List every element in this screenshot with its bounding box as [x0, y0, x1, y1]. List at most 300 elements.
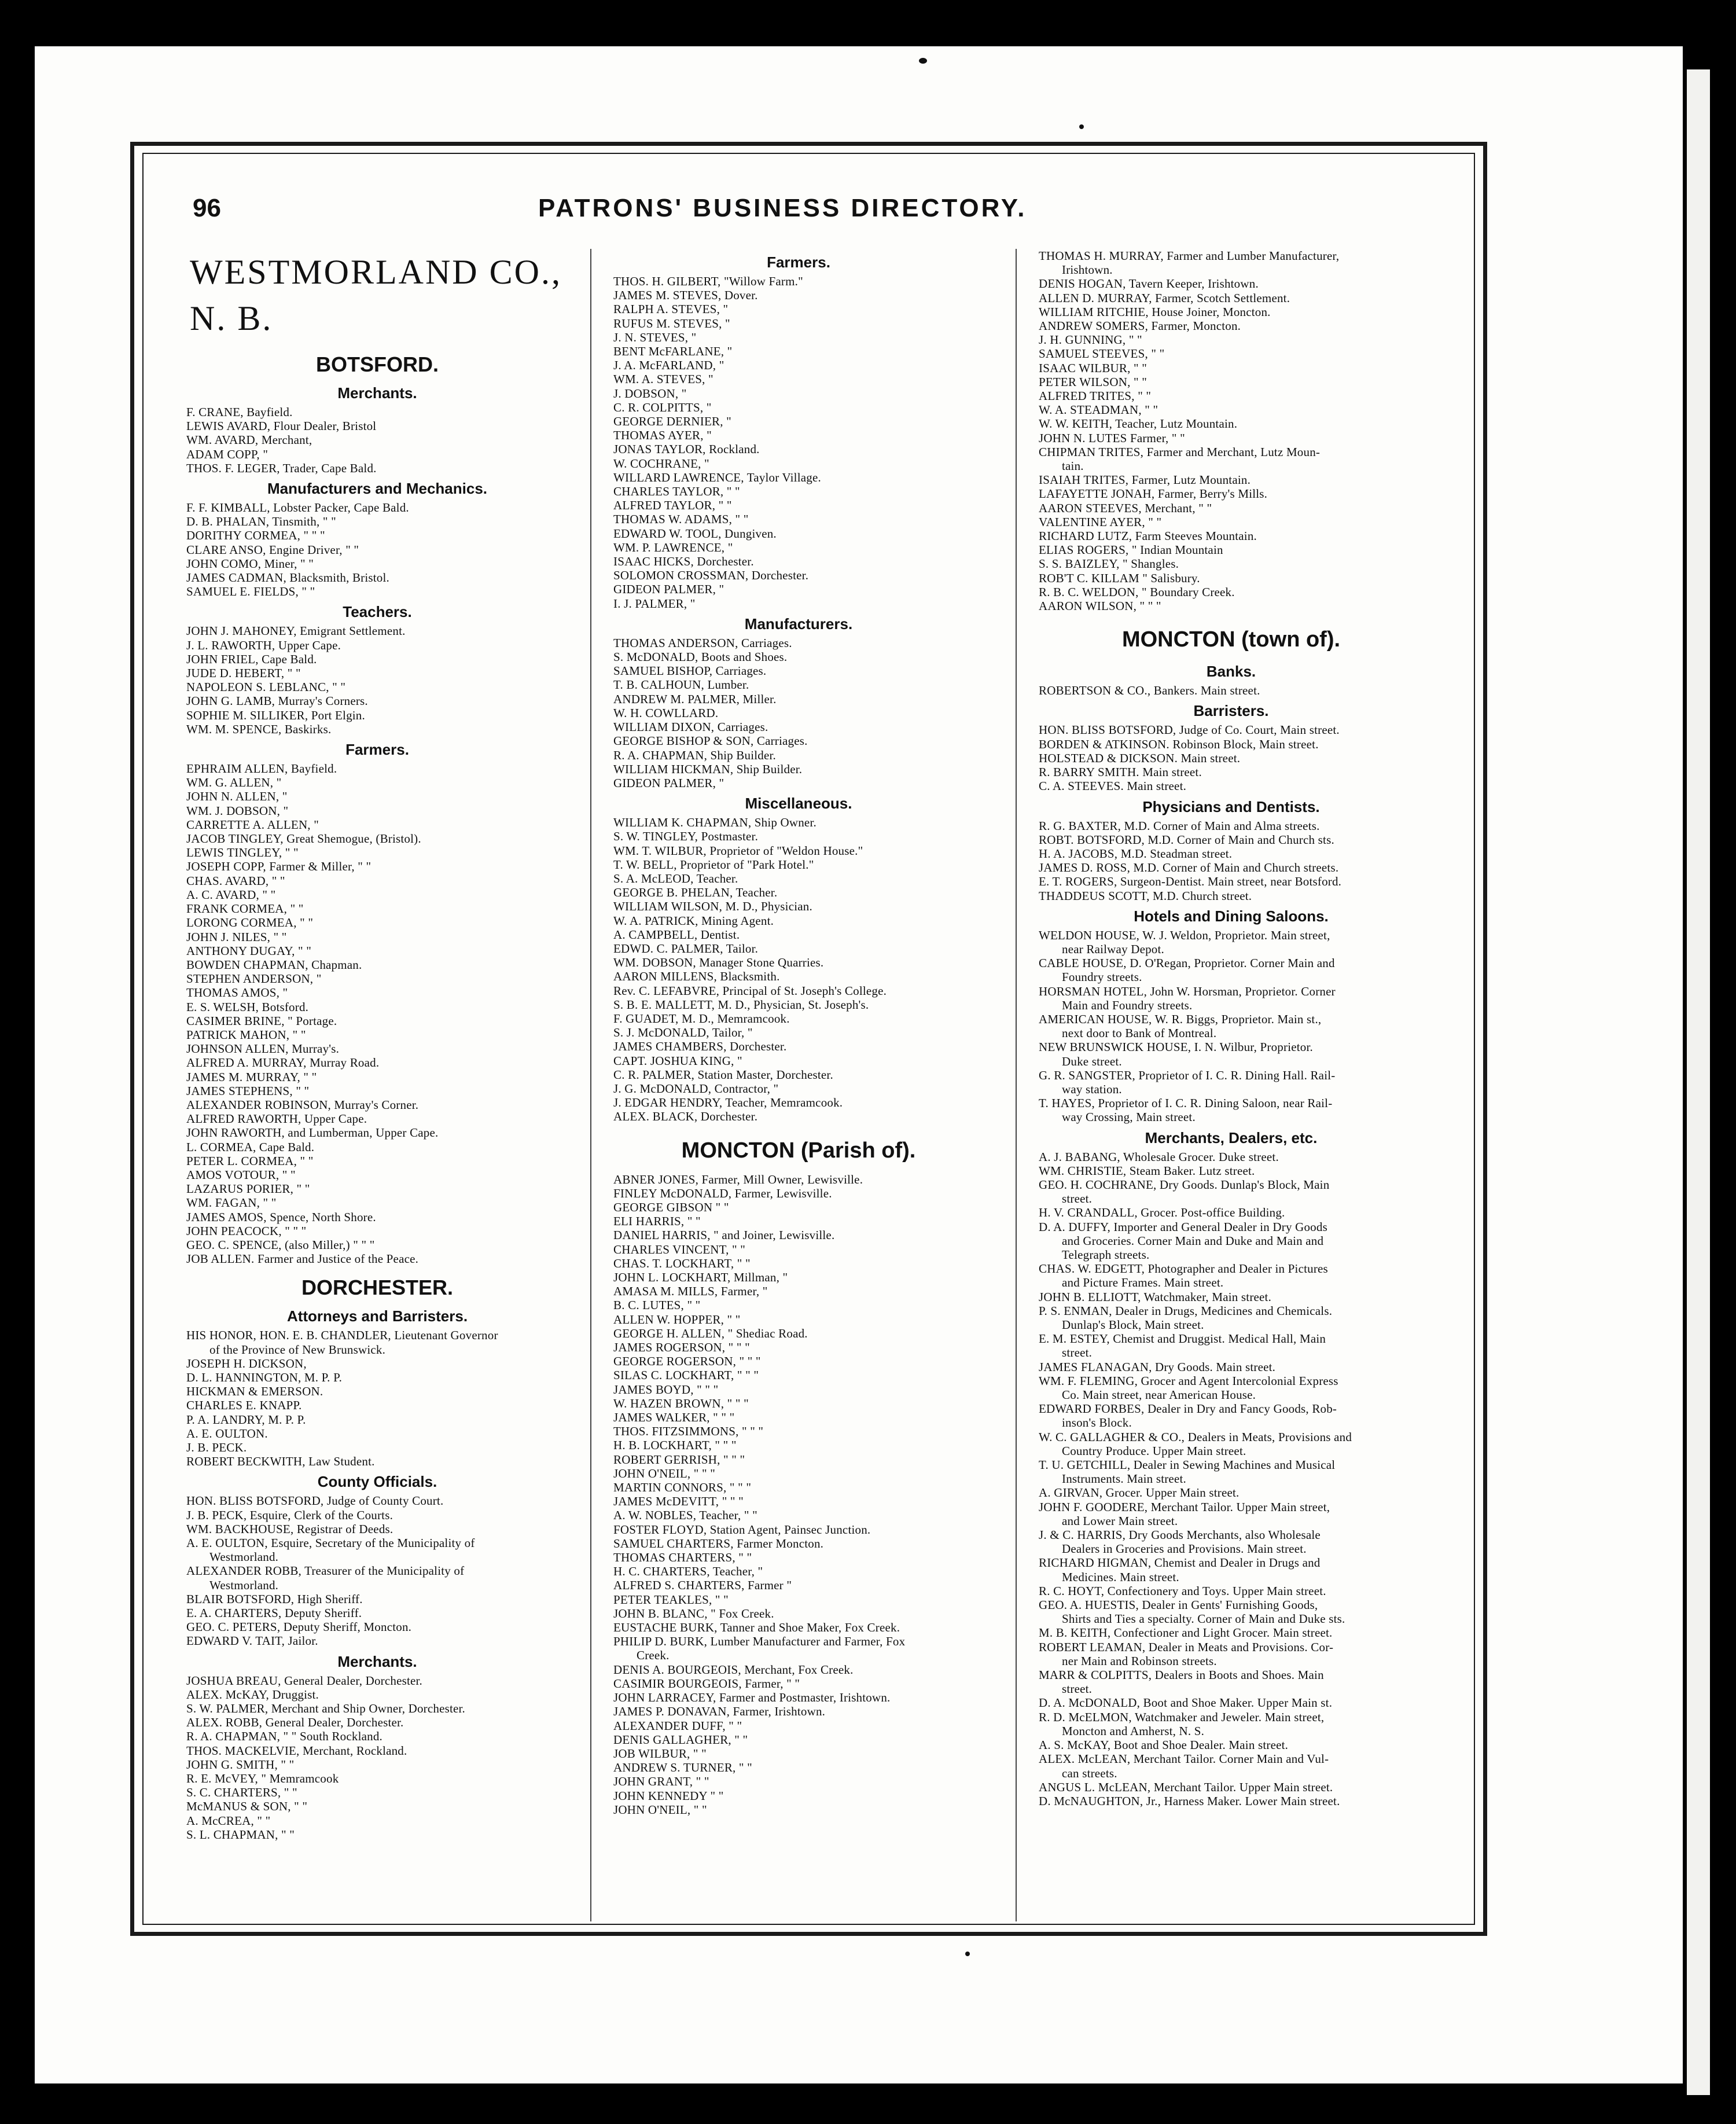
- entry-continuation: Dealers in Groceries and Provisions. Main street.: [1062, 1542, 1307, 1556]
- directory-entry: A. S. McKAY, Boot and Shoe Dealer. Main street.: [1039, 1738, 1289, 1752]
- directory-entry: WM. BACKHOUSE, Registrar of Deeds.: [186, 1522, 393, 1536]
- directory-entry: ALEX. BLACK, Dorchester.: [613, 1109, 758, 1124]
- directory-entry: ANDREW SOMERS, Farmer, Moncton.: [1039, 319, 1241, 333]
- directory-entry: SAMUEL E. FIELDS, " ": [186, 585, 315, 599]
- directory-entry: WM. P. LAWRENCE, ": [613, 540, 733, 554]
- directory-entry: LAZARUS PORIER, " ": [186, 1182, 310, 1196]
- category-heading: Attorneys and Barristers.: [286, 1307, 468, 1325]
- directory-entry: PETER L. CORMEA, " ": [186, 1153, 314, 1168]
- directory-entry: JOHN J. NILES, " ": [186, 929, 287, 944]
- entry-continuation: Westmorland.: [209, 1578, 279, 1592]
- directory-entry: NAPOLEON S. LEBLANC, " ": [186, 680, 346, 694]
- directory-entry: DENIS GALLAGHER, " ": [613, 1732, 748, 1747]
- directory-entry: J. EDGAR HENDRY, Teacher, Memramcook.: [613, 1096, 843, 1110]
- directory-entry: CHARLES E. KNAPP.: [186, 1398, 302, 1413]
- directory-entry: DENIS A. BOURGEOIS, Merchant, Fox Creek.: [613, 1662, 854, 1677]
- directory-entry: S. McDONALD, Boots and Shoes.: [613, 650, 788, 664]
- directory-entry: JOHN N. ALLEN, ": [186, 789, 288, 804]
- category-heading: County Officials.: [317, 1473, 437, 1491]
- directory-entry: PETER WILSON, " ": [1039, 374, 1147, 389]
- directory-entry: BOWDEN CHAPMAN, Chapman.: [186, 957, 362, 972]
- directory-entry: JOSEPH COPP, Farmer & Miller, " ": [186, 859, 372, 874]
- directory-entry: THOS. F. LEGER, Trader, Cape Bald.: [186, 461, 377, 475]
- directory-entry: MARTIN CONNORS, " " ": [613, 1480, 752, 1495]
- directory-entry: SOLOMON CROSSMAN, Dorchester.: [613, 568, 809, 583]
- ink-speck: [965, 1952, 970, 1956]
- directory-entry: HORSMAN HOTEL, John W. Horsman, Proprietor. Corner: [1039, 984, 1336, 998]
- directory-entry: JOHN N. LUTES Farmer, " ": [1039, 431, 1185, 445]
- directory-entry: JAMES D. ROSS, M.D. Corner of Main and Church streets.: [1039, 861, 1339, 875]
- directory-entry: S. B. E. MALLETT, M. D., Physician, St. Joseph's.: [613, 997, 869, 1012]
- directory-entry: A. GIRVAN, Grocer. Upper Main street.: [1039, 1486, 1240, 1500]
- directory-entry: VALENTINE AYER, " ": [1039, 515, 1162, 529]
- directory-entry: JOB WILBUR, " ": [613, 1746, 707, 1761]
- page-number: 96: [193, 194, 221, 222]
- directory-entry: JOHN COMO, Miner, " ": [186, 556, 314, 571]
- category-heading: Teachers.: [343, 603, 412, 621]
- directory-entry: JOHN G. SMITH, " ": [186, 1757, 295, 1772]
- directory-entry: LEWIS TINGLEY, " ": [186, 846, 299, 860]
- directory-entry: THADDEUS SCOTT, M.D. Church street.: [1039, 888, 1252, 903]
- directory-entry: THOS. H. GILBERT, "Willow Farm.": [613, 274, 803, 288]
- directory-entry: JAMES STEPHENS, " ": [186, 1083, 310, 1098]
- directory-entry: GEORGE DERNIER, ": [613, 414, 731, 429]
- directory-entry: WILLIAM RITCHIE, House Joiner, Moncton.: [1039, 304, 1271, 319]
- directory-entry: EDWARD V. TAIT, Jailor.: [186, 1634, 318, 1648]
- directory-entry: EDWD. C. PALMER, Tailor.: [613, 941, 759, 956]
- directory-entry: ALFRED S. CHARTERS, Farmer ": [613, 1578, 792, 1593]
- adjacent-page-edge: [1687, 69, 1710, 2095]
- entry-continuation: Irishtown.: [1062, 263, 1113, 277]
- directory-entry: JACOB TINGLEY, Great Shemogue, (Bristol).: [186, 832, 421, 846]
- column-rule: [1016, 249, 1017, 1921]
- directory-entry: CLARE ANSO, Engine Driver, " ": [186, 542, 359, 557]
- entry-continuation: street.: [1062, 1682, 1093, 1696]
- directory-entry: ALLEN D. MURRAY, Farmer, Scotch Settlement.: [1039, 291, 1290, 305]
- directory-entry: AARON STEEVES, Merchant, " ": [1039, 501, 1212, 515]
- directory-entry: S. W. PALMER, Merchant and Ship Owner, Dorchester.: [186, 1702, 466, 1716]
- directory-entry: ISAAC HICKS, Dorchester.: [613, 554, 754, 569]
- directory-entry: W. COCHRANE, ": [613, 456, 709, 471]
- directory-column-3: [1039, 249, 1424, 1808]
- category-heading: Merchants, Dealers, etc.: [1145, 1129, 1318, 1146]
- entry-continuation: Foundry streets.: [1062, 970, 1142, 984]
- directory-entry: BLAIR BOTSFORD, High Sheriff.: [186, 1592, 363, 1606]
- directory-entry: F. GUADET, M. D., Memramcook.: [613, 1011, 790, 1026]
- directory-entry: RICHARD LUTZ, Farm Steeves Mountain.: [1039, 529, 1257, 543]
- entry-continuation: way Crossing, Main street.: [1062, 1110, 1196, 1125]
- directory-entry: THOMAS CHARTERS, " ": [613, 1550, 752, 1565]
- running-head: PATRONS' BUSINESS DIRECTORY.: [538, 194, 1027, 222]
- entry-continuation: Telegraph streets.: [1062, 1247, 1150, 1262]
- directory-entry: JUDE D. HEBERT, " ": [186, 666, 301, 681]
- directory-entry: A. C. AVARD, " ": [186, 887, 276, 902]
- directory-entry: JOHN G. LAMB, Murray's Corners.: [186, 694, 368, 708]
- directory-entry: GEO. C. PETERS, Deputy Sheriff, Moncton.: [186, 1620, 412, 1634]
- directory-entry: HIS HONOR, HON. E. B. CHANDLER, Lieutenant Governor: [186, 1328, 498, 1343]
- entry-continuation: Dunlap's Block, Main street.: [1062, 1318, 1204, 1332]
- directory-entry: J. H. GUNNING, " ": [1039, 333, 1142, 347]
- directory-entry: FINLEY McDONALD, Farmer, Lewisville.: [613, 1186, 832, 1200]
- directory-entry: JAMES BOYD, " " ": [613, 1382, 719, 1397]
- directory-entry: GEORGE ROGERSON, " " ": [613, 1354, 761, 1369]
- directory-entry: E. S. WELSH, Botsford.: [186, 999, 309, 1014]
- directory-entry: JOHN F. GOODERE, Merchant Tailor. Upper Main street,: [1039, 1500, 1330, 1514]
- directory-entry: CHIPMAN TRITES, Farmer and Merchant, Lutz Moun-: [1039, 444, 1321, 459]
- directory-entry: ALEX. ROBB, General Dealer, Dorchester.: [186, 1715, 404, 1730]
- directory-entry: NEW BRUNSWICK HOUSE, I. N. Wilbur, Proprietor.: [1039, 1040, 1313, 1054]
- directory-entry: W. H. COWLLARD.: [613, 705, 719, 720]
- directory-entry: CABLE HOUSE, D. O'Regan, Proprietor. Corner Main and: [1039, 956, 1335, 971]
- directory-entry: FOSTER FLOYD, Station Agent, Painsec Junction.: [613, 1522, 871, 1537]
- directory-entry: JAMES CHAMBERS, Dorchester.: [613, 1039, 787, 1054]
- entry-continuation: Instruments. Main street.: [1062, 1472, 1186, 1486]
- directory-entry: C. R. PALMER, Station Master, Dorchester.: [613, 1067, 833, 1082]
- directory-entry: ELI HARRIS, " ": [613, 1214, 701, 1229]
- directory-entry: ROBERTSON & CO., Bankers. Main street.: [1039, 683, 1260, 698]
- directory-entry: R. BARRY SMITH. Main street.: [1039, 765, 1202, 780]
- directory-entry: WM. G. ALLEN, ": [186, 776, 282, 790]
- directory-entry: T. U. GETCHILL, Dealer in Sewing Machines and Musical: [1039, 1458, 1336, 1472]
- entry-continuation: Medicines. Main street.: [1062, 1570, 1179, 1584]
- directory-entry: WILLIAM K. CHAPMAN, Ship Owner.: [613, 815, 816, 830]
- directory-entry: CARRETTE A. ALLEN, ": [186, 817, 319, 832]
- entry-continuation: next door to Bank of Montreal.: [1062, 1026, 1217, 1041]
- entry-continuation: and Groceries. Corner Main and Duke and Main and: [1062, 1233, 1324, 1248]
- directory-entry: D. A. McDONALD, Boot and Shoe Maker. Upper Main st.: [1039, 1696, 1333, 1710]
- directory-entry: M. B. KEITH, Confectioner and Light Grocer. Main street.: [1039, 1626, 1333, 1640]
- directory-entry: ALEXANDER ROBB, Treasurer of the Municipality of: [186, 1564, 465, 1578]
- directory-entry: JOHN B. ELLIOTT, Watchmaker, Main street.: [1039, 1289, 1272, 1304]
- directory-entry: ISAAC WILBUR, " ": [1039, 361, 1147, 375]
- directory-entry: R. C. HOYT, Confectionery and Toys. Upper Main street.: [1039, 1583, 1326, 1598]
- category-heading: Banks.: [1206, 663, 1256, 681]
- directory-entry: JOHN KENNEDY " ": [613, 1788, 724, 1803]
- directory-entry: E. M. ESTEY, Chemist and Druggist. Medical Hall, Main: [1039, 1332, 1326, 1346]
- directory-entry: ALFRED TRITES, " ": [1039, 389, 1152, 403]
- entry-continuation: ner Main and Robinson streets.: [1062, 1653, 1217, 1668]
- directory-entry: THOMAS ANDERSON, Carriages.: [613, 635, 792, 650]
- place-heading: DORCHESTER.: [301, 1276, 454, 1300]
- directory-entry: WM. AVARD, Merchant,: [186, 433, 312, 447]
- directory-entry: WM. J. DOBSON, ": [186, 803, 289, 818]
- directory-entry: G. R. SANGSTER, Proprietor of I. C. R. Dining Hall. Rail-: [1039, 1068, 1336, 1082]
- directory-entry: R. B. C. WELDON, " Boundary Creek.: [1039, 585, 1235, 599]
- entry-continuation: Moncton and Amherst, N. S.: [1062, 1724, 1205, 1738]
- directory-entry: H. A. JACOBS, M.D. Steadman street.: [1039, 846, 1233, 861]
- directory-entry: W. HAZEN BROWN, " " ": [613, 1396, 749, 1410]
- directory-entry: E. T. ROGERS, Surgeon-Dentist. Main street, near Botsford.: [1039, 874, 1342, 889]
- directory-entry: ALFRED TAYLOR, " ": [613, 498, 732, 513]
- directory-entry: CHAS. AVARD, " ": [186, 873, 285, 888]
- entry-continuation: street.: [1062, 1192, 1093, 1206]
- directory-entry: ROBERT LEAMAN, Dealer in Meats and Provisions. Cor-: [1039, 1640, 1334, 1654]
- directory-entry: JONAS TAYLOR, Rockland.: [613, 442, 760, 457]
- directory-entry: FRANK CORMEA, " ": [186, 902, 304, 916]
- directory-entry: C. R. COLPITTS, ": [613, 400, 712, 414]
- directory-entry: A. W. NOBLES, Teacher, " ": [613, 1508, 757, 1523]
- directory-entry: CHARLES VINCENT, " ": [613, 1242, 746, 1256]
- directory-entry: EDWARD FORBES, Dealer in Dry and Fancy Goods, Rob-: [1039, 1402, 1337, 1416]
- category-heading: Manufacturers.: [744, 615, 853, 633]
- directory-entry: ALLEN W. HOPPER, " ": [613, 1312, 741, 1326]
- directory-entry: GIDEON PALMER, ": [613, 582, 724, 597]
- directory-entry: JOHNSON ALLEN, Murray's.: [186, 1042, 340, 1056]
- directory-entry: JOSEPH H. DICKSON,: [186, 1356, 307, 1370]
- directory-entry: W. A. STEADMAN, " ": [1039, 403, 1158, 417]
- directory-entry: DENIS HOGAN, Tavern Keeper, Irishtown.: [1039, 277, 1259, 291]
- directory-entry: R. D. McELMON, Watchmaker and Jeweler. Main street,: [1039, 1710, 1325, 1724]
- directory-entry: ROBERT BECKWITH, Law Student.: [186, 1454, 375, 1469]
- entry-continuation: and Picture Frames. Main street.: [1062, 1276, 1224, 1290]
- directory-entry: A. J. BABANG, Wholesale Grocer. Duke street.: [1039, 1149, 1279, 1164]
- entry-continuation: Westmorland.: [209, 1550, 279, 1564]
- directory-entry: WILLIAM WILSON, M. D., Physician.: [613, 899, 812, 914]
- directory-entry: C. A. STEEVES. Main street.: [1039, 779, 1187, 793]
- directory-entry: J. L. RAWORTH, Upper Cape.: [186, 638, 341, 652]
- directory-entry: R. A. CHAPMAN, Ship Builder.: [613, 748, 776, 762]
- directory-entry: J. DOBSON, ": [613, 386, 687, 400]
- directory-entry: LORONG CORMEA, " ": [186, 916, 314, 930]
- directory-entry: ALEXANDER ROBINSON, Murray's Corner.: [186, 1097, 419, 1112]
- directory-entry: JAMES M. STEVES, Dover.: [613, 288, 758, 303]
- directory-entry: CAPT. JOSHUA KING, ": [613, 1053, 742, 1068]
- entry-continuation: inson's Block.: [1062, 1416, 1132, 1430]
- directory-entry: ROB'T C. KILLAM " Salisbury.: [1039, 571, 1200, 585]
- directory-entry: LEWIS AVARD, Flour Dealer, Bristol: [186, 419, 377, 433]
- directory-entry: SOPHIE M. SILLIKER, Port Elgin.: [186, 708, 365, 722]
- directory-entry: E. A. CHARTERS, Deputy Sheriff.: [186, 1606, 362, 1620]
- directory-entry: JAMES CADMAN, Blacksmith, Bristol.: [186, 571, 389, 585]
- directory-entry: A. McCREA, " ": [186, 1813, 271, 1828]
- directory-entry: EDWARD W. TOOL, Dungiven.: [613, 526, 777, 541]
- directory-entry: PHILIP D. BURK, Lumber Manufacturer and Farmer, Fox: [613, 1634, 906, 1649]
- directory-entry: WM. T. WILBUR, Proprietor of "Weldon House.": [613, 843, 863, 858]
- directory-entry: JOSHUA BREAU, General Dealer, Dorchester.: [186, 1673, 423, 1688]
- ink-speck: [919, 58, 927, 64]
- directory-entry: W. A. PATRICK, Mining Agent.: [613, 913, 774, 928]
- directory-entry: BORDEN & ATKINSON. Robinson Block, Main street.: [1039, 737, 1319, 751]
- directory-entry: HOLSTEAD & DICKSON. Main street.: [1039, 751, 1241, 765]
- directory-entry: HON. BLISS BOTSFORD, Judge of County Court.: [186, 1494, 444, 1508]
- directory-entry: THOMAS H. MURRAY, Farmer and Lumber Manufacturer,: [1039, 249, 1340, 263]
- directory-entry: JOHN FRIEL, Cape Bald.: [186, 652, 317, 666]
- directory-entry: Rev. C. LEFABVRE, Principal of St. Joseph's College.: [613, 983, 887, 998]
- directory-entry: H. B. LOCKHART, " " ": [613, 1438, 737, 1453]
- directory-entry: RICHARD HIGMAN, Chemist and Dealer in Drugs and: [1039, 1556, 1321, 1570]
- directory-entry: ISAIAH TRITES, Farmer, Lutz Mountain.: [1039, 473, 1251, 487]
- directory-entry: GEORGE GIBSON " ": [613, 1200, 729, 1214]
- directory-entry: JAMES WALKER, " " ": [613, 1410, 735, 1425]
- directory-entry: THOMAS AMOS, ": [186, 986, 288, 1000]
- directory-entry: DORITHY CORMEA, " " ": [186, 528, 325, 543]
- directory-column-1: [186, 249, 568, 1842]
- directory-entry: WILLIAM HICKMAN, Ship Builder.: [613, 762, 803, 776]
- directory-entry: WM. M. SPENCE, Baskirks.: [186, 722, 332, 736]
- directory-entry: GEO. A. HUESTIS, Dealer in Gents' Furnishing Goods,: [1039, 1598, 1318, 1612]
- directory-entry: I. J. PALMER, ": [613, 596, 696, 611]
- directory-entry: WM. FAGAN, " ": [186, 1196, 277, 1210]
- directory-entry: BENT McFARLANE, ": [613, 344, 733, 359]
- directory-entry: JOHN J. MAHONEY, Emigrant Settlement.: [186, 624, 406, 638]
- directory-entry: JAMES FLANAGAN, Dry Goods. Main street.: [1039, 1359, 1276, 1374]
- directory-entry: ANGUS L. McLEAN, Merchant Tailor. Upper Main street.: [1039, 1780, 1333, 1794]
- directory-entry: W. W. KEITH, Teacher, Lutz Mountain.: [1039, 417, 1238, 431]
- directory-entry: ELIAS ROGERS, " Indian Mountain: [1039, 543, 1223, 557]
- entry-continuation: street.: [1062, 1346, 1093, 1360]
- place-heading: MONCTON (Parish of).: [681, 1138, 916, 1163]
- directory-entry: DANIEL HARRIS, " and Joiner, Lewisville.: [613, 1228, 835, 1243]
- directory-entry: GEORGE BISHOP & SON, Carriages.: [613, 734, 808, 748]
- directory-entry: S. W. TINGLEY, Postmaster.: [613, 829, 759, 844]
- directory-entry: SAMUEL STEEVES, " ": [1039, 347, 1165, 361]
- directory-entry: MARR & COLPITTS, Dealers in Boots and Shoes. Main: [1039, 1668, 1324, 1682]
- directory-entry: D. A. DUFFY, Importer and General Dealer in Dry Goods: [1039, 1219, 1327, 1234]
- directory-entry: S. A. McLEOD, Teacher.: [613, 871, 738, 885]
- directory-entry: ALFRED A. MURRAY, Murray Road.: [186, 1056, 380, 1070]
- directory-entry: JAMES ROGERSON, " " ": [613, 1340, 750, 1355]
- directory-entry: CHAS. W. EDGETT, Photographer and Dealer in Pictures: [1039, 1262, 1328, 1276]
- directory-entry: D. McNAUGHTON, Jr., Harness Maker. Lower Main street.: [1039, 1794, 1340, 1808]
- directory-entry: JOHN GRANT, " ": [613, 1774, 709, 1789]
- directory-entry: ANDREW S. TURNER, " ": [613, 1761, 752, 1775]
- directory-entry: JOHN LARRACEY, Farmer and Postmaster, Irishtown.: [613, 1691, 891, 1705]
- directory-entry: CHARLES TAYLOR, " ": [613, 484, 740, 499]
- directory-entry: WM. F. FLEMING, Grocer and Agent Intercolonial Express: [1039, 1373, 1338, 1388]
- directory-entry: S. J. McDONALD, Tailor, ": [613, 1026, 753, 1040]
- directory-entry: WM. CHRISTIE, Steam Baker. Lutz street.: [1039, 1163, 1255, 1178]
- directory-entry: T. W. BELL, Proprietor of "Park Hotel.": [613, 857, 814, 872]
- category-heading: Miscellaneous.: [745, 795, 852, 813]
- directory-entry: JOHN O'NEIL, " ": [613, 1802, 707, 1817]
- directory-entry: F. F. KIMBALL, Lobster Packer, Cape Bald.: [186, 501, 409, 515]
- category-heading: Manufacturers and Mechanics.: [267, 480, 487, 498]
- directory-entry: A. E. OULTON, Esquire, Secretary of the Municipality of: [186, 1536, 475, 1550]
- entry-continuation: can streets.: [1062, 1766, 1117, 1780]
- directory-entry: HON. BLISS BOTSFORD, Judge of Co. Court, Main street.: [1039, 723, 1340, 737]
- directory-entry: B. C. LUTES, " ": [613, 1298, 701, 1313]
- directory-entry: D. B. PHALAN, Tinsmith, " ": [186, 515, 336, 529]
- directory-entry: AARON MILLENS, Blacksmith.: [613, 969, 780, 984]
- directory-entry: JAMES M. MURRAY, " ": [186, 1070, 317, 1084]
- category-heading: Barristers.: [1193, 702, 1269, 720]
- directory-entry: ROBERT GERRISH, " " ": [613, 1452, 745, 1467]
- directory-entry: S. C. CHARTERS, " ": [186, 1785, 297, 1800]
- directory-entry: ALEX. McLEAN, Merchant Tailor. Corner Main and Vul-: [1039, 1752, 1329, 1766]
- entry-continuation: and Lower Main street.: [1062, 1513, 1178, 1528]
- directory-entry: A. E. OULTON.: [186, 1426, 268, 1441]
- directory-entry: THOMAS AYER, ": [613, 428, 712, 443]
- directory-entry: H. C. CHARTERS, Teacher, ": [613, 1564, 763, 1579]
- column-rule: [590, 249, 591, 1921]
- directory-entry: JAMES P. DONAVAN, Farmer, Irishtown.: [613, 1704, 826, 1719]
- directory-entry: JOB ALLEN. Farmer and Justice of the Peace.: [186, 1252, 419, 1266]
- directory-entry: R. A. CHAPMAN, " " South Rockland.: [186, 1729, 382, 1744]
- directory-entry: J. G. McDONALD, Contractor, ": [613, 1081, 779, 1096]
- directory-entry: R. G. BAXTER, M.D. Corner of Main and Alma streets.: [1039, 818, 1320, 833]
- directory-entry: ALFRED RAWORTH, Upper Cape.: [186, 1112, 367, 1126]
- directory-entry: PATRICK MAHON, " ": [186, 1027, 306, 1042]
- directory-entry: EPHRAIM ALLEN, Bayfield.: [186, 762, 337, 776]
- ink-speck: [1079, 124, 1084, 129]
- directory-entry: A. CAMPBELL, Dentist.: [613, 927, 740, 942]
- directory-entry: ABNER JONES, Farmer, Mill Owner, Lewisville.: [613, 1172, 863, 1186]
- directory-entry: ADAM COPP, ": [186, 447, 269, 461]
- directory-entry: ALEX. McKAY, Druggist.: [186, 1687, 319, 1702]
- directory-entry: JOHN L. LOCKHART, Millman, ": [613, 1270, 788, 1284]
- category-heading: Merchants.: [337, 1652, 417, 1670]
- directory-entry: S. L. CHAPMAN, " ": [186, 1827, 295, 1842]
- place-heading: MONCTON (town of).: [1121, 627, 1341, 652]
- directory-entry: STEPHEN ANDERSON, ": [186, 972, 322, 986]
- category-heading: Farmers.: [767, 253, 830, 271]
- directory-entry: T. B. CALHOUN, Lumber.: [613, 678, 749, 692]
- directory-column-2: [613, 249, 984, 1817]
- directory-entry: J. N. STEVES, ": [613, 330, 697, 344]
- entry-continuation: Co. Main street, near American House.: [1062, 1388, 1256, 1402]
- category-heading: Hotels and Dining Saloons.: [1134, 907, 1329, 925]
- directory-entry: RALPH A. STEVES, ": [613, 302, 729, 317]
- directory-entry: McMANUS & SON, " ": [186, 1799, 308, 1814]
- directory-entry: AMOS VOTOUR, " ": [186, 1167, 296, 1182]
- directory-entry: R. E. McVEY, " Memramcook: [186, 1772, 339, 1786]
- county-heading: WESTMORLAND CO., N. B.: [190, 253, 562, 337]
- directory-entry: WILLIAM DIXON, Carriages.: [613, 720, 768, 734]
- directory-entry: JAMES AMOS, Spence, North Shore.: [186, 1210, 376, 1224]
- directory-entry: HICKMAN & EMERSON.: [186, 1384, 323, 1399]
- directory-entry: THOS. MACKELVIE, Merchant, Rockland.: [186, 1743, 407, 1758]
- directory-entry: J. & C. HARRIS, Dry Goods Merchants, also Wholesale: [1039, 1528, 1321, 1542]
- directory-entry: THOMAS W. ADAMS, " ": [613, 512, 749, 527]
- directory-entry: CASIMER BRINE, " Portage.: [186, 1013, 337, 1028]
- entry-continuation: of the Province of New Brunswick.: [209, 1342, 386, 1357]
- directory-entry: AMASA M. MILLS, Farmer, ": [613, 1284, 768, 1299]
- directory-entry: LAFAYETTE JONAH, Farmer, Berry's Mills.: [1039, 487, 1268, 501]
- directory-entry: GEORGE H. ALLEN, " Shediac Road.: [613, 1326, 808, 1340]
- directory-entry: ALEXANDER DUFF, " ": [613, 1718, 742, 1733]
- place-heading: BOTSFORD.: [316, 352, 439, 376]
- directory-entry: F. CRANE, Bayfield.: [186, 405, 293, 419]
- directory-entry: JOHN B. BLANC, " Fox Creek.: [613, 1606, 774, 1620]
- directory-entry: D. L. HANNINGTON, M. P. P.: [186, 1370, 343, 1384]
- directory-entry: JOHN PEACOCK, " " ": [186, 1223, 307, 1238]
- directory-entry: CASIMIR BOURGEOIS, Farmer, " ": [613, 1676, 800, 1691]
- entry-continuation: way station.: [1062, 1082, 1122, 1096]
- directory-entry: WM. DOBSON, Manager Stone Quarries.: [613, 956, 824, 970]
- entry-continuation: Country Produce. Upper Main street.: [1062, 1443, 1246, 1458]
- directory-entry: PETER TEAKLES, " ": [613, 1592, 729, 1607]
- directory-entry: JOHN RAWORTH, and Lumberman, Upper Cape.: [186, 1126, 439, 1140]
- directory-entry: CHAS. T. LOCKHART, " ": [613, 1256, 751, 1270]
- directory-entry: ROBT. BOTSFORD, M.D. Corner of Main and Church sts.: [1039, 832, 1334, 847]
- directory-entry: GEO. C. SPENCE, (also Miller,) " " ": [186, 1237, 375, 1252]
- directory-entry: P. A. LANDRY, M. P. P.: [186, 1412, 306, 1427]
- entry-continuation: Creek.: [637, 1648, 670, 1663]
- directory-entry: H. V. CRANDALL, Grocer. Post-office Building.: [1039, 1206, 1285, 1220]
- directory-entry: EUSTACHE BURK, Tanner and Shoe Maker, Fox Creek.: [613, 1620, 900, 1635]
- directory-entry: W. C. GALLAGHER & CO., Dealers in Meats, Provisions and: [1039, 1430, 1352, 1444]
- entry-continuation: Shirts and Ties a specialty. Corner of Main and Duke sts.: [1062, 1612, 1345, 1626]
- directory-entry: JOHN O'NEIL, " " ": [613, 1466, 715, 1480]
- directory-entry: S. S. BAIZLEY, " Shangles.: [1039, 557, 1179, 571]
- directory-entry: THOS. FITZSIMMONS, " " ": [613, 1424, 764, 1439]
- entry-continuation: near Railway Depot.: [1062, 942, 1164, 956]
- directory-entry: GIDEON PALMER, ": [613, 776, 724, 790]
- directory-entry: SAMUEL CHARTERS, Farmer Moncton.: [613, 1536, 824, 1550]
- directory-entry: J. B. PECK, Esquire, Clerk of the Courts.: [186, 1508, 393, 1522]
- entry-continuation: Main and Foundry streets.: [1062, 998, 1193, 1012]
- entry-continuation: Duke street.: [1062, 1054, 1122, 1068]
